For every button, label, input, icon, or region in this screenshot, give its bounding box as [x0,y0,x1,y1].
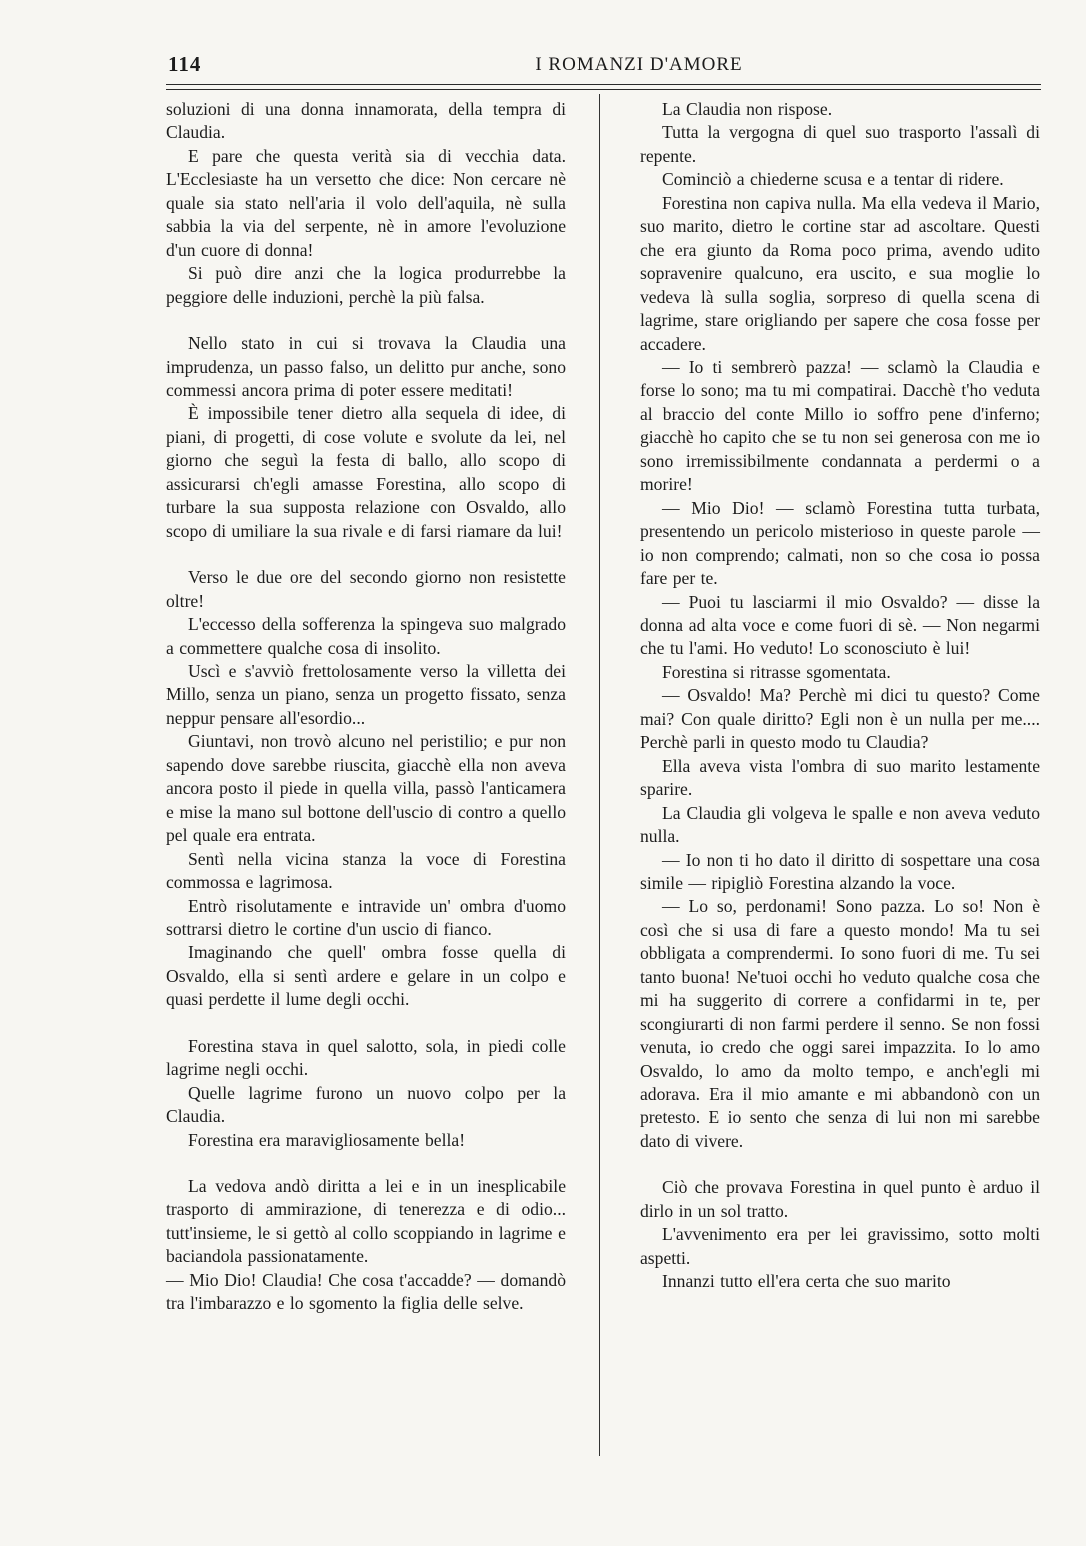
right-column [640,98,1040,1294]
paragraph: — Mio Dio! — sclamò Forestina tutta turbata, presentendo un pericolo misterioso in queste parole — io non comprendo; calmati, non so che cosa io possa fare per te. [640,497,1040,589]
page-header [168,52,1040,80]
paragraph: È impossibile tener dietro alla sequela di idee, di piani, di progetti, di cose volute e svolute da lei, nel giorno che seguì la festa di ballo, allo scopo di assicurarsi ch'egli amasse Forestina, allo scopo di turbare la sua supposta relazione con Osvaldo, allo scopo di umiliare la sua rivale e di farsi riamare da lui! [166,403,566,541]
paragraph: Quelle lagrime furono un nuovo colpo per la Claudia. [166,1082,566,1127]
paragraph: — Puoi tu lasciarmi il mio Osvaldo? — disse la donna ad alta voce e come fuori di sè. — Non negarmi che tu l'ami. Ho veduto! Lo sconosciuto è lui! [640,591,1040,659]
paragraph: Entrò risolutamente e intravide un' ombra d'uomo sottrarsi dietro le cortine d'un uscio di fianco. [166,895,566,939]
paragraph: soluzioni di una donna innamorata, della tempra di Claudia. [166,99,566,143]
paragraph: — Io ti sembrerò pazza! — sclamò la Claudia e forse lo sono; ma tu mi compatirai. Dacchè t'ho veduta al braccio del conte Millo io soffro pene d'inferno; giacchè ho capito che se tu non sei generosa con me io sono irremissibilmente condannata a perdermi o a morire! [640,356,1040,495]
paragraph: La Claudia non rispose. [662,99,833,119]
header-rule-top [166,84,1041,85]
paragraph: — Lo so, perdonami! Sono pazza. Lo so! Non è così che si usa di fare a questo mondo! Ma tu sei obbligata a comprendermi. Io sono fuori di me. Tu sei tanto buona! Ne'tuoi occhi ho veduto qualche cosa che mi ha suggerito di correre a confidarmi in te, per scongiurarti di non farmi perdere il senno. Se non fossi venuta, io credo che oggi sarei impazzita. Io lo amo Osvaldo, lo amo da molto tempo, e anch'egli mi adorava. Era il mio amante e mi abbandonò con un pretesto. E io sento che senza di lui non mi sarebbe dato di vivere. [640,896,1040,1151]
paragraph: E pare che questa verità sia di vecchia data. L'Ecclesiaste ha un versetto che dice: Non cercare nè quale sia stato nell'aria il volo dell'aquila, nè sulla sabbia la via del serpente, nè in amore l'evoluzione d'un cuore di donna! [166,145,566,260]
paragraph: L'eccesso della sofferenza la spingeva suo malgrado a commettere qualche cosa di insolito. [166,614,566,658]
paragraph: Forestina non capiva nulla. Ma ella vedeva il Mario, suo marito, dietro le cortine star ad ascoltare. Questi che era giunto da Roma poco prima, avendo udito sopravenire qualcuno, era uscito, e sua moglie lo vedeva là sulla soglia, sorpreso di quella scena di lagrime, stare origliando per sapere che cosa fosse per accadere. [640,192,1040,354]
paragraph: L'avvenimento era per lei gravissimo, sotto molti aspetti. [640,1224,1040,1268]
running-title: I ROMANZI D'AMORE [535,54,743,75]
paragraph: Sentì nella vicina stanza la voce di Forestina commossa e lagrimosa. [166,848,566,893]
paragraph: La Claudia gli volgeva le spalle e non aveva veduto nulla. [640,802,1040,847]
page-number: 114 [168,52,202,76]
column-divider [599,94,600,1456]
paragraph: Si può dire anzi che la logica produrrebbe la peggiore delle induzioni, perchè la più falsa. [166,263,566,307]
paragraph: Nello stato in cui si trovava la Claudia una imprudenza, un passo falso, un delitto pur anche, sono commessi ancora prima di poter essere meditati! [166,333,566,400]
paragraph: Innanzi tutto ell'era certa che suo marito [662,1271,951,1292]
paragraph: — Io non ti ho dato il diritto di sospettare una cosa simile — ripigliò Forestina alzando la voce. [640,849,1040,893]
paragraph: Uscì e s'avviò frettolosamente verso la villetta dei Millo, senza un piano, senza un progetto fissato, senza neppur pensare all'esordio... [166,660,566,728]
paragraph: Imaginando che quell' ombra fosse quella di Osvaldo, ella si sentì ardere e gelare in un colpo e quasi perdette il lume degli occhi. [166,942,566,1010]
paragraph: Forestina stava in quel salotto, sola, in piedi colle lagrime negli occhi. [166,1035,566,1080]
paragraph: Ciò che provava Forestina in quel punto è arduo il dirlo in un sol tratto. [640,1177,1040,1221]
paragraph: Cominciò a chiederne scusa e a tentar di ridere. [662,169,1004,190]
paragraph: Verso le due ore del secondo giorno non resistette oltre! [166,567,566,611]
paragraph: — Osvaldo! Ma? Perchè mi dici tu questo? Come mai? Con quale diritto? Egli non è un nulla per me.... Perchè parli in questo modo tu Claudia? [640,685,1040,753]
left-column [166,98,566,1316]
header-rule-bottom [166,89,1041,90]
paragraph: Tutta la vergogna di quel suo trasporto l'assalì di repente. [640,122,1040,166]
paragraph: Giuntavi, non trovò alcuno nel peristilio; e pur non sapendo dove sarebbe riuscita, giacchè ella non aveva ancora posto il piede in quella villa, passò l'anticamera e mise la mano sul bottone dell'uscio di contro a quello pel quale era entrata. [166,731,566,846]
paragraph: Forestina era maravigliosamente bella! [188,1129,466,1150]
paragraph: Ella aveva vista l'ombra di suo marito lestamente sparire. [640,755,1040,800]
paragraph: — Mio Dio! Claudia! Che cosa t'accadde? — domandò tra l'imbarazzo e lo sgomento la figlia delle selve. [166,1269,566,1314]
paragraph: Forestina si ritrasse sgomentata. [662,661,891,682]
paragraph: La vedova andò diritta a lei e in un inesplicabile trasporto di ammirazione, di tenerezza e di odio... tutt'insieme, le si gettò al collo scoppiando in lagrime e baciandola passionatamente. [166,1176,566,1267]
